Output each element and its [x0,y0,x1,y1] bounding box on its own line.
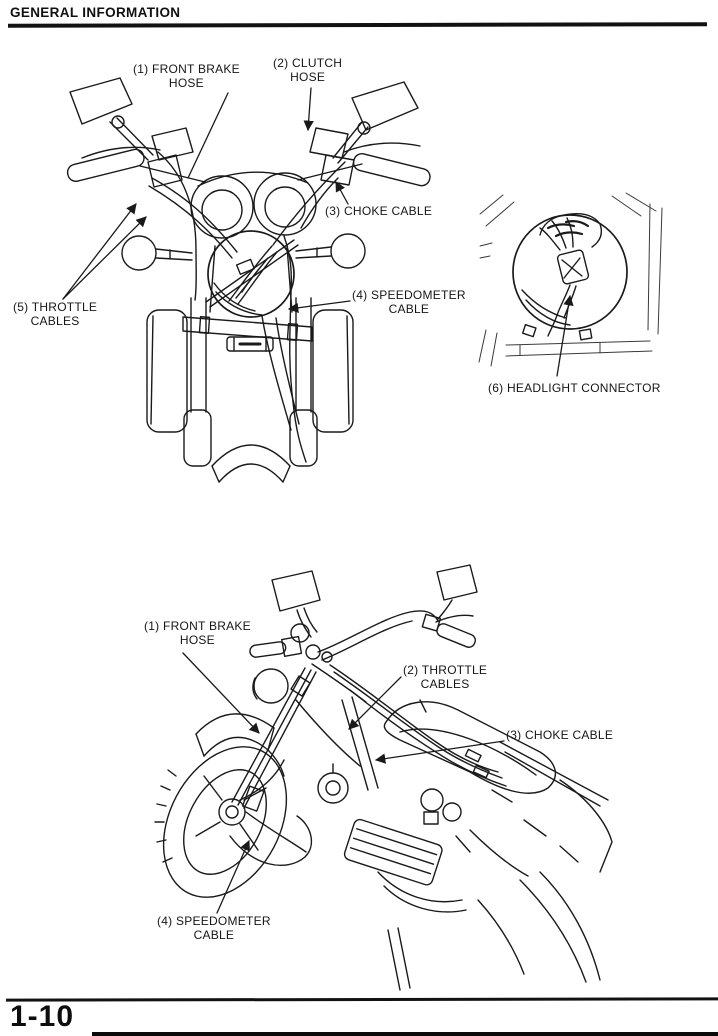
leader-choke-cable-b [376,741,504,760]
leader-clutch-hose [308,88,311,130]
leader-throttle-cables-b [349,677,401,729]
label-speedometer-cable-bottom: (4) SPEEDOMETER CABLE [157,914,271,942]
leader-front-brake-hose [188,93,228,178]
leader-lines-bottom [183,653,504,913]
headlight-connector [548,249,589,336]
fork-shroud-left [147,310,187,432]
leader-speedometer-cable-b [217,841,249,913]
right-handlebar-controls [298,128,432,187]
leader-lines-top [63,88,350,309]
label-choke-cable-top: (3) CHOKE CABLE [325,204,433,218]
page-edge-strip [92,1032,718,1036]
turn-signal-left [122,236,192,270]
gauge-cluster [191,172,316,238]
leader-headlight-connector [557,296,570,376]
page-title: GENERAL INFORMATION [10,5,181,20]
figure-front-view [63,78,432,482]
front-wheel [139,726,311,919]
label-headlight-connector: (6) HEADLIGHT CONNECTOR [488,381,661,395]
label-speedometer-cable-top: (4) SPEEDOMETER CABLE [352,288,466,316]
fork-left [184,298,211,466]
page-number: 1-10 [10,1000,75,1033]
leader-choke-cable [336,182,348,204]
turn-signal-right [296,234,365,268]
leader-front-brake-hose-b [183,653,259,733]
figure-headlight-inset [479,193,662,376]
label-throttle-cables-bottom: (2) THROTTLE CABLES [403,663,488,691]
label-choke-cable-bottom: (3) CHOKE CABLE [506,728,614,742]
leader-throttle-cables-a [63,204,136,299]
speedo-drive [230,760,311,865]
label-front-brake-hose-bottom: (1) FRONT BRAKE HOSE [144,619,251,647]
label-throttle-cables-top: (5) THROTTLE CABLES [13,300,98,328]
mirror-left-b [272,571,320,637]
handlebar-b [249,611,477,662]
label-clutch-hose: (2) CLUTCH HOSE [273,56,343,84]
leader-throttle-cables-b [63,217,146,299]
fork-shroud-right [313,310,353,432]
label-front-brake-hose-top: (1) FRONT BRAKE HOSE [133,62,240,90]
horn [318,764,348,803]
front-fender [212,445,290,482]
mirror-right-b [437,565,477,619]
headlight-wiring [229,246,277,304]
headlight-b [253,669,288,703]
leader-speedometer-cable [289,301,350,309]
inset-background [479,193,662,366]
